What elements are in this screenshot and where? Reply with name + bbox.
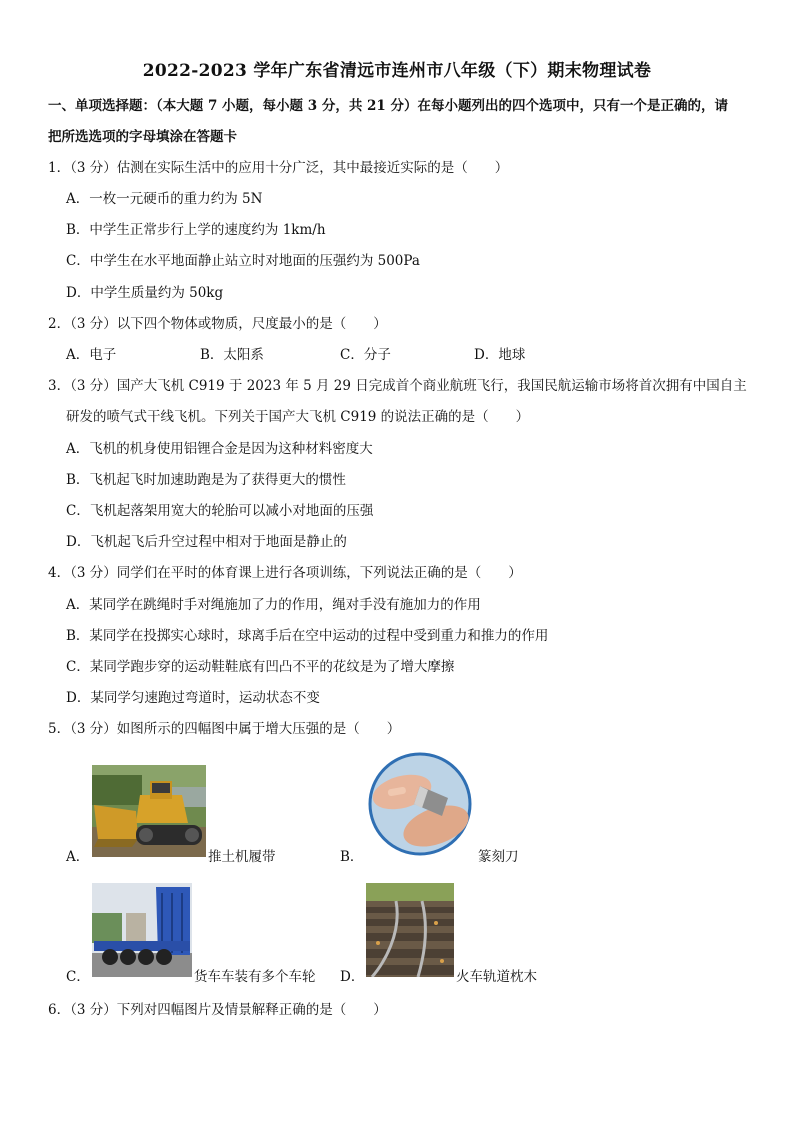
question-4-option-c: C．某同学跑步穿的运动鞋鞋底有凹凸不平的花纹是为了增大摩擦 bbox=[66, 659, 455, 675]
question-4-option-b: B．某同学在投掷实心球时，球离手后在空中运动的过程中受到重力和推力的作用 bbox=[66, 628, 549, 644]
question-4-option-d: D．某同学匀速跑过弯道时，运动状态不变 bbox=[66, 690, 320, 706]
question-5-stem: 5．（3 分）如图所示的四幅图中属于增大压强的是（ ） bbox=[48, 721, 401, 737]
question-5-option-a-letter: A． bbox=[66, 849, 90, 865]
railway-sleepers-image bbox=[366, 883, 454, 977]
question-3-stem-line1: 3．（3 分）国产大飞机 C919 于 2023 年 5 月 29 日完成首个商业航班飞行，我国民航运输市场将首次拥有中国自主 bbox=[48, 378, 747, 394]
carving-knife-image bbox=[366, 752, 474, 856]
question-5-option-d-caption: 火车轨道枕木 bbox=[456, 969, 537, 985]
question-4-stem: 4．（3 分）同学们在平时的体育课上进行各项训练，下列说法正确的是（ ） bbox=[48, 565, 522, 581]
question-4-option-a: A．某同学在跳绳时手对绳施加了力的作用，绳对手没有施加力的作用 bbox=[66, 597, 481, 613]
page-title: 2022-2023 学年广东省清远市连州市八年级（下）期末物理试卷 bbox=[142, 61, 652, 81]
question-1-stem: 1．（3 分）估测在实际生活中的应用十分广泛，其中最接近实际的是（ ） bbox=[48, 160, 509, 176]
question-5-option-c-letter: C． bbox=[66, 969, 90, 985]
truck-wheels-image bbox=[92, 883, 192, 977]
question-2-option-b: B．太阳系 bbox=[200, 347, 264, 363]
question-3-option-d: D．飞机起飞后升空过程中相对于地面是静止的 bbox=[66, 534, 347, 550]
question-1-option-d: D．中学生质量约为 50kg bbox=[66, 285, 224, 301]
section-heading-line1: 一、单项选择题：（本大题 7 小题，每小题 3 分，共 21 分）在每小题列出的四个选项中，只有一个是正确的，请 bbox=[48, 98, 729, 114]
question-2-option-a: A．电子 bbox=[66, 347, 117, 363]
question-1-option-a: A．一枚一元硬币的重力约为 5N bbox=[66, 191, 263, 207]
question-5-option-b-letter: B． bbox=[340, 849, 364, 865]
question-5-option-b-caption: 篆刻刀 bbox=[478, 849, 519, 865]
bulldozer-track-image bbox=[92, 765, 206, 857]
question-3-option-a: A．飞机的机身使用铝锂合金是因为这种材料密度大 bbox=[66, 441, 373, 457]
question-3-stem-line2: 研发的喷气式干线飞机。下列关于国产大飞机 C919 的说法正确的是（ ） bbox=[66, 409, 530, 425]
section-heading-line2: 把所选选项的字母填涂在答题卡 bbox=[48, 129, 237, 145]
question-5-option-a-caption: 推土机履带 bbox=[208, 849, 276, 865]
question-2-option-d: D．地球 bbox=[474, 347, 526, 363]
question-3-option-c: C．飞机起落架用宽大的轮胎可以减小对地面的压强 bbox=[66, 503, 374, 519]
question-3-option-b: B．飞机起飞时加速助跑是为了获得更大的惯性 bbox=[66, 472, 346, 488]
question-1-option-b: B．中学生正常步行上学的速度约为 1km/h bbox=[66, 222, 326, 238]
question-2-stem: 2．（3 分）以下四个物体或物质，尺度最小的是（ ） bbox=[48, 316, 387, 332]
question-2-option-c: C．分子 bbox=[340, 347, 391, 363]
question-5-option-c-caption: 货车车装有多个车轮 bbox=[194, 969, 316, 985]
question-5-option-d-letter: D． bbox=[340, 969, 365, 985]
question-6-stem: 6．（3 分）下列对四幅图片及情景解释正确的是（ ） bbox=[48, 1002, 387, 1018]
question-1-option-c: C．中学生在水平地面静止站立时对地面的压强约为 500Pa bbox=[66, 253, 420, 269]
